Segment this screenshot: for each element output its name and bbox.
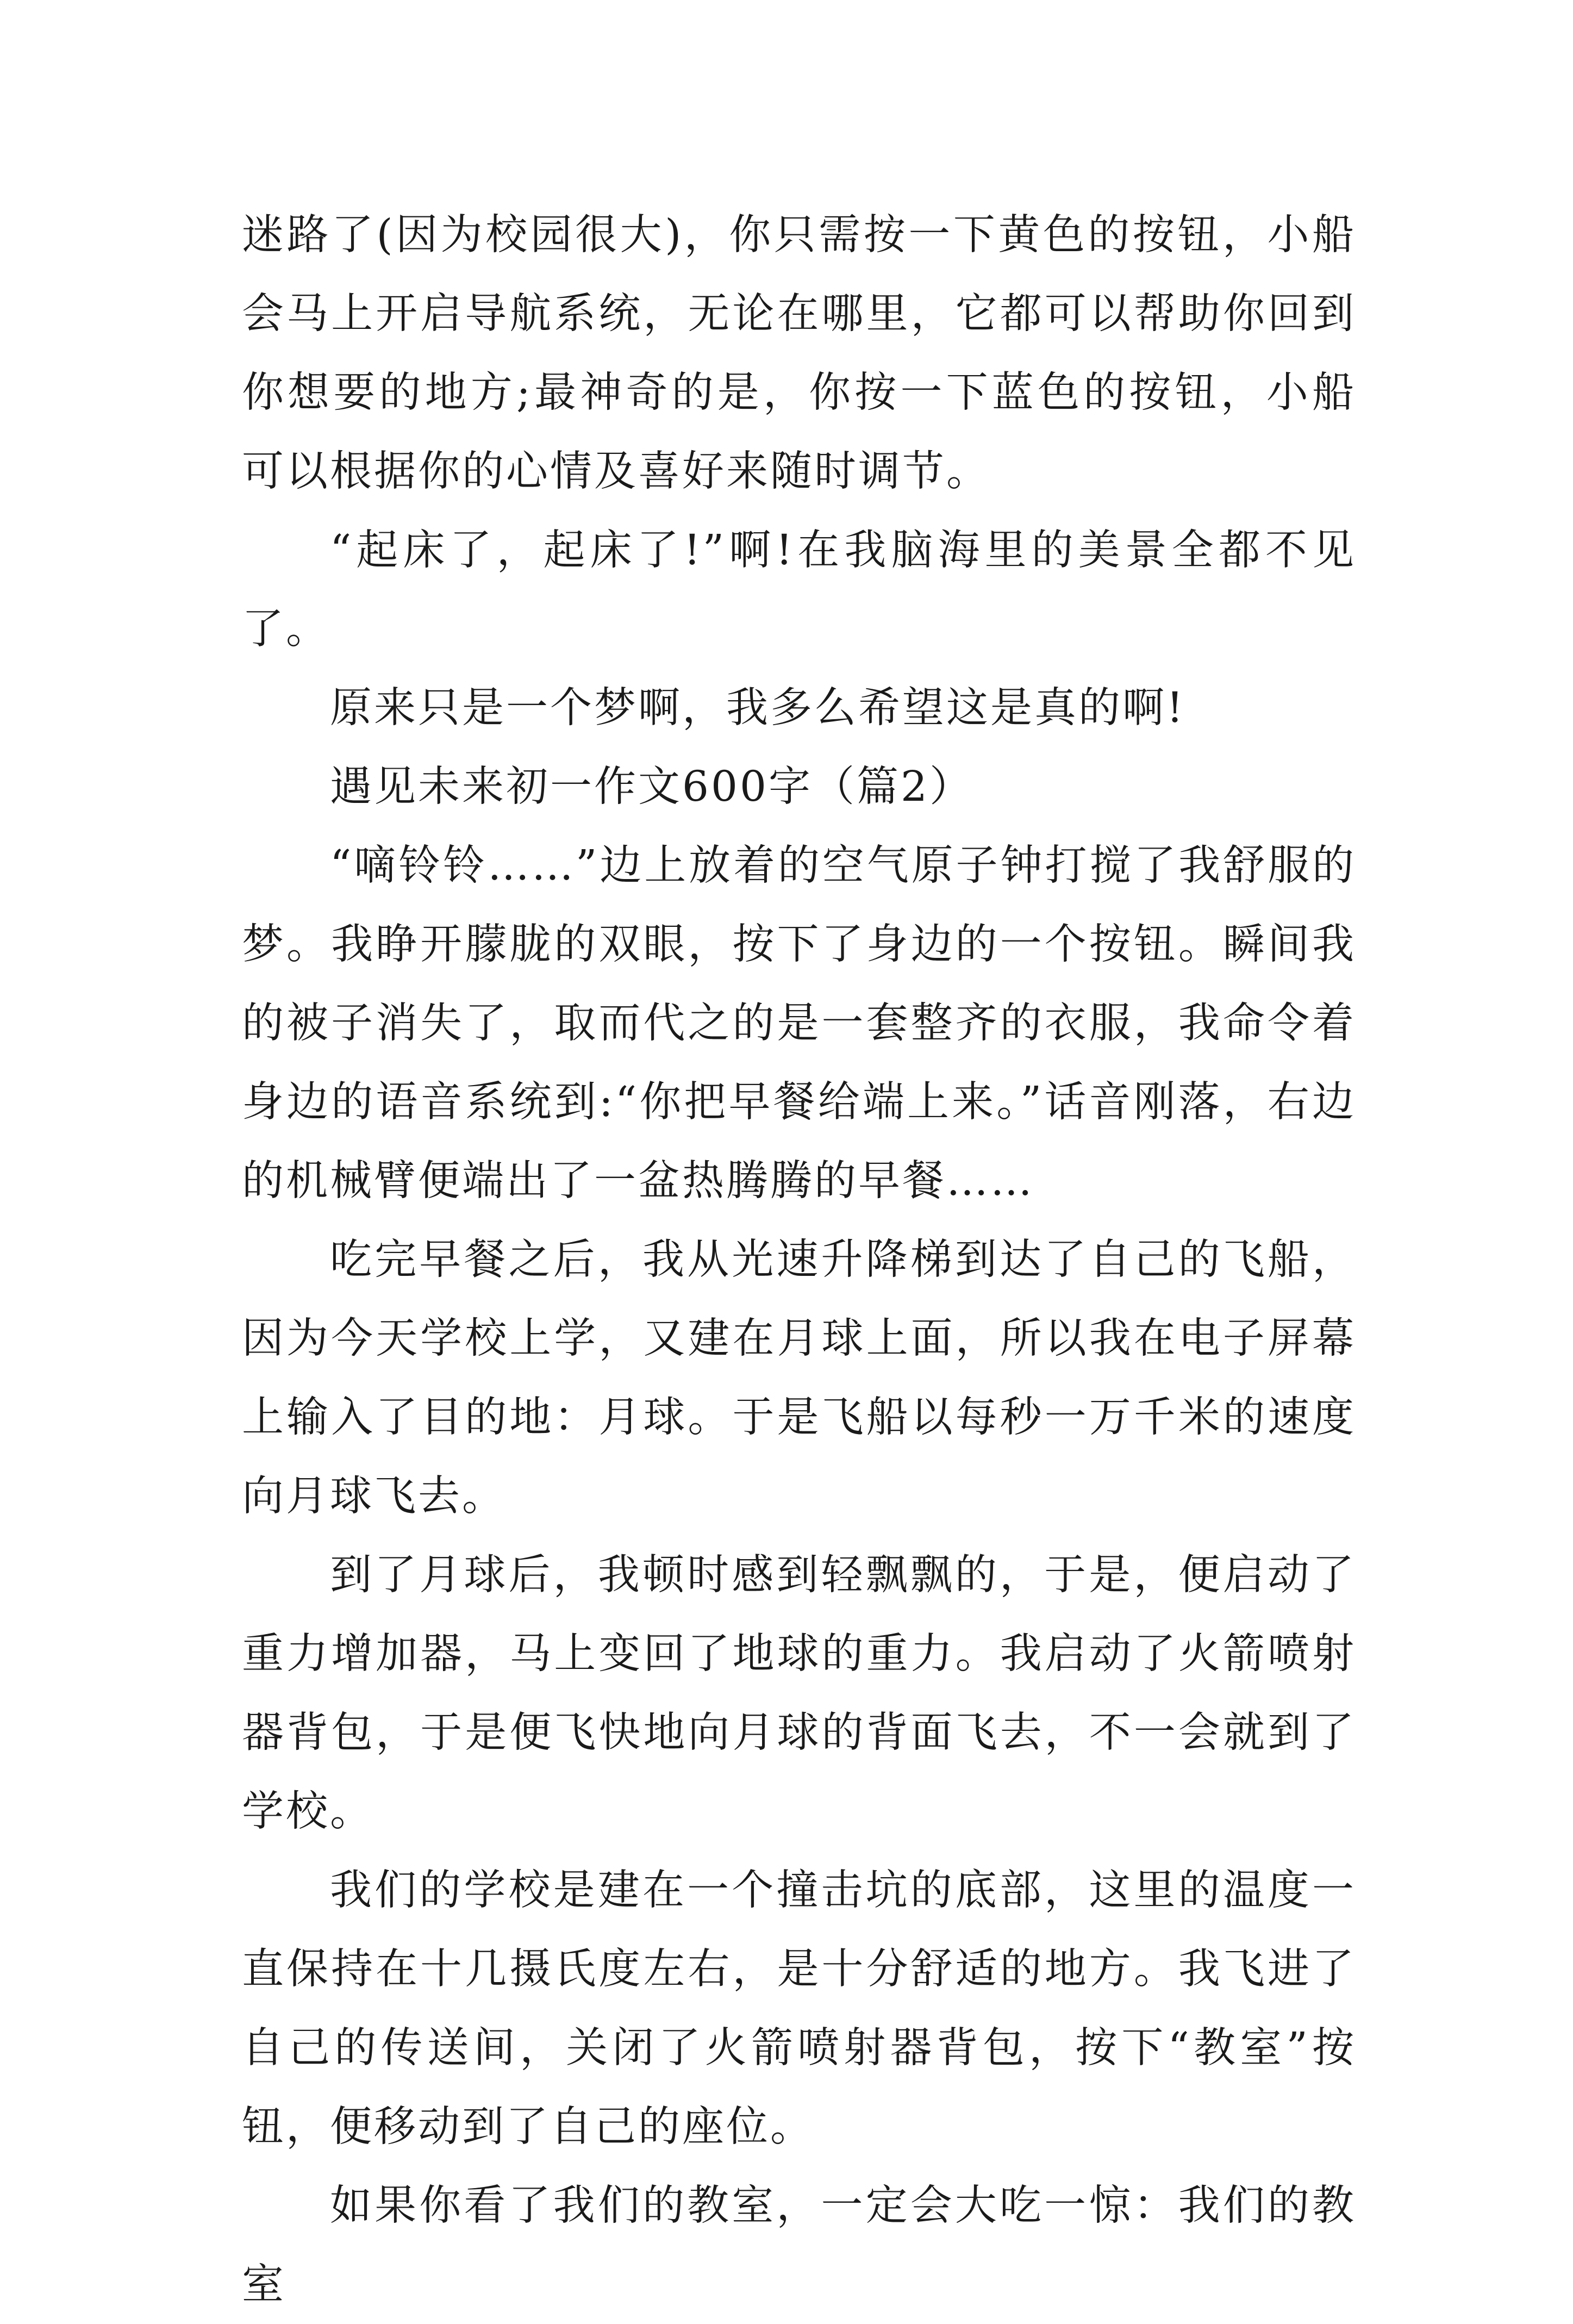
section-heading: 遇见未来初一作文600字（篇2） (330, 763, 973, 811)
document-body (242, 196, 1356, 2324)
paragraph-8: 我们的学校是建在一个撞击坑的底部，这里的温度一直保持在十几摄氏度左右，是十分舒适的地方。我飞进了自己的传送间，关闭了火箭喷射器背包，按下“教室”按钮，便移动到了自己的座位。 (242, 1866, 1356, 2151)
paragraph-3: 原来只是一个梦啊，我多么希望这是真的啊! (330, 684, 1185, 732)
paragraph-9: 如果你看了我们的教室，一定会大吃一惊：我们的教室 (242, 2182, 1356, 2309)
paragraph-6: 吃完早餐之后，我从光速升降梯到达了自己的飞船，因为今天学校上学，又建在月球上面，所以我在电子屏幕上输入了目的地：月球。于是飞船以每秒一万千米的速度向月球飞去。 (242, 1236, 1356, 1521)
paragraph-2: “起床了，起床了!”啊!在我脑海里的美景全都不见了。 (242, 526, 1356, 653)
paragraph-5: “嘀铃铃……”边上放着的空气原子钟打搅了我舒服的梦。我睁开朦胧的双眼，按下了身边的一个按钮。瞬间我的被子消失了，取而代之的是一套整齐的衣服，我命令着身边的语音系统到:“你把早餐给端上来。”话音刚落，右边的机械臂便端出了一盆热腾腾的早餐…… (242, 842, 1356, 1205)
paragraph-7: 到了月球后，我顿时感到轻飘飘的，于是，便启动了重力增加器，马上变回了地球的重力。我启动了火箭喷射器背包，于是便飞快地向月球的背面飞去，不一会就到了学校。 (242, 1551, 1356, 1836)
paragraph-1: 迷路了(因为校园很大)，你只需按一下黄色的按钮，小船会马上开启导航系统，无论在哪里，它都可以帮助你回到你想要的地方;最神奇的是，你按一下蓝色的按钮，小船可以根据你的心情及喜好来随时调节。 (242, 211, 1356, 496)
